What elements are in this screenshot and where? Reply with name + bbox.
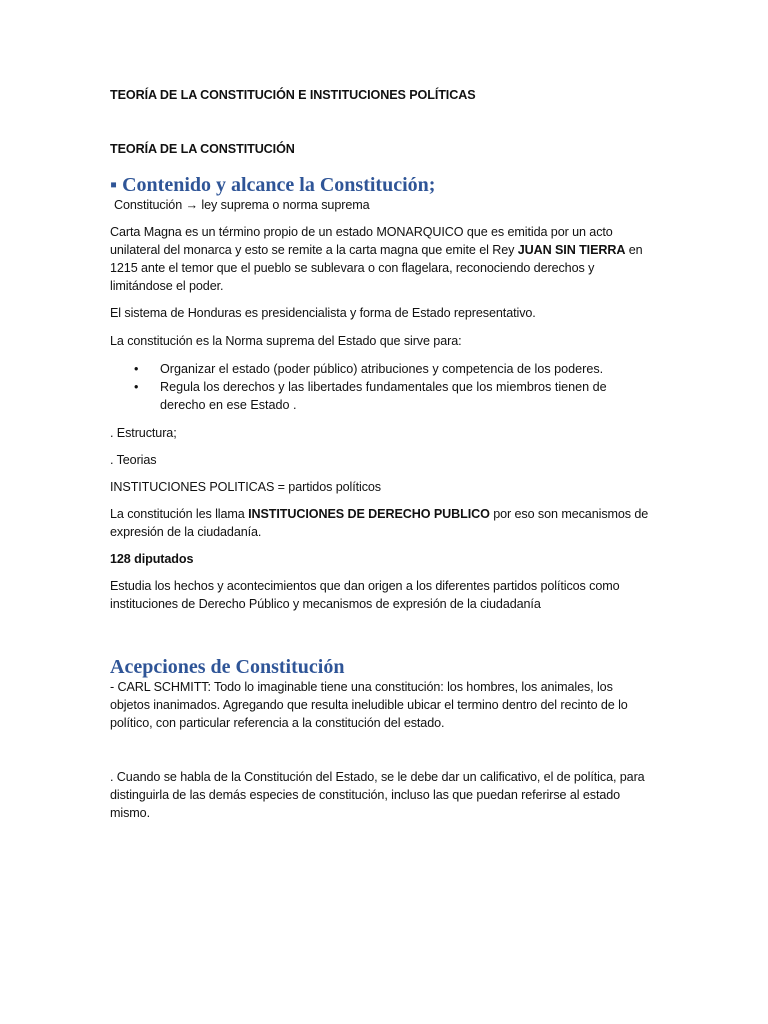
bullet-list bbox=[110, 360, 650, 414]
list-item bbox=[110, 378, 650, 414]
document-subtitle: TEORÍA DE LA CONSTITUCIÓN bbox=[110, 142, 295, 156]
paragraph-text: en 1215 ante el temor que el pueblo se sublevara o con flagelara, reconociendo derechos y limitándose el poder. bbox=[110, 243, 643, 293]
list-item bbox=[110, 360, 650, 378]
paragraph-derecho-publico bbox=[110, 505, 650, 541]
section-heading-contenido: ▪ Contenido y alcance la Constitución; bbox=[110, 174, 436, 196]
paragraph-bold-text: JUAN SIN TIERRA bbox=[517, 243, 626, 257]
paragraph-constitucion-estado: . Cuando se habla de la Constitución del Estado, se le debe dar un calificativo, el de política, para distinguirla de las demás especies de constitución, incluso las que puedan referirse al estado mismo. bbox=[110, 770, 645, 820]
paragraph-norma-suprema: La constitución es la Norma suprema del Estado que sirve para: bbox=[110, 334, 462, 348]
paragraph-instituciones: INSTITUCIONES POLITICAS = partidos políticos bbox=[110, 480, 381, 494]
paragraph-carta-magna bbox=[110, 223, 650, 295]
definition-term: Constitución bbox=[114, 198, 183, 212]
arrow-right-icon: → bbox=[185, 198, 199, 212]
paragraph-text: por eso son mecanismos de expresión de la ciudadanía. bbox=[110, 507, 649, 539]
definition-meaning: ley suprema o norma suprema bbox=[201, 198, 370, 212]
bullet-icon: • bbox=[134, 380, 139, 394]
definition-line bbox=[110, 196, 650, 214]
list-item-text: Organizar el estado (poder público) atribuciones y competencia de los poderes. bbox=[160, 362, 604, 376]
paragraph-honduras: El sistema de Honduras es presidencialista y forma de Estado representativo. bbox=[110, 306, 536, 320]
paragraph-bold-text: INSTITUCIONES DE DERECHO PUBLICO bbox=[248, 507, 490, 521]
document-title: TEORÍA DE LA CONSTITUCIÓN E INSTITUCIONES POLÍTICAS bbox=[110, 88, 476, 102]
section-heading-acepciones: Acepciones de Constitución bbox=[110, 656, 345, 678]
paragraph-teorias: . Teorias bbox=[110, 453, 157, 467]
paragraph-carl-schmitt: - CARL SCHMITT: Todo lo imaginable tiene una constitución: los hombres, los animales, los objetos inanimados. Agregando que resulta ineludible ubicar el termino dentro del recinto de lo político, con particular referencia a la constitución del estado. bbox=[110, 680, 628, 730]
paragraph-estructura: . Estructura; bbox=[110, 426, 177, 440]
paragraph-text: La constitución les llama bbox=[110, 507, 249, 521]
paragraph-estudia: Estudia los hechos y acontecimientos que dan origen a los diferentes partidos políticos como instituciones de Derecho Público y mecanismos de expresión de la ciudadanía bbox=[110, 579, 620, 611]
paragraph-diputados: 128 diputados bbox=[110, 552, 194, 566]
paragraph-text: Carta Magna es un término propio de un estado MONARQUICO que es emitida por un acto unilateral del monarca y esto se remite a la carta magna que emite el Rey bbox=[110, 225, 613, 257]
bullet-icon: • bbox=[134, 362, 139, 376]
list-item-text: Regula los derechos y las libertades fundamentales que los miembros tienen de derecho en ese Estado . bbox=[160, 380, 607, 412]
